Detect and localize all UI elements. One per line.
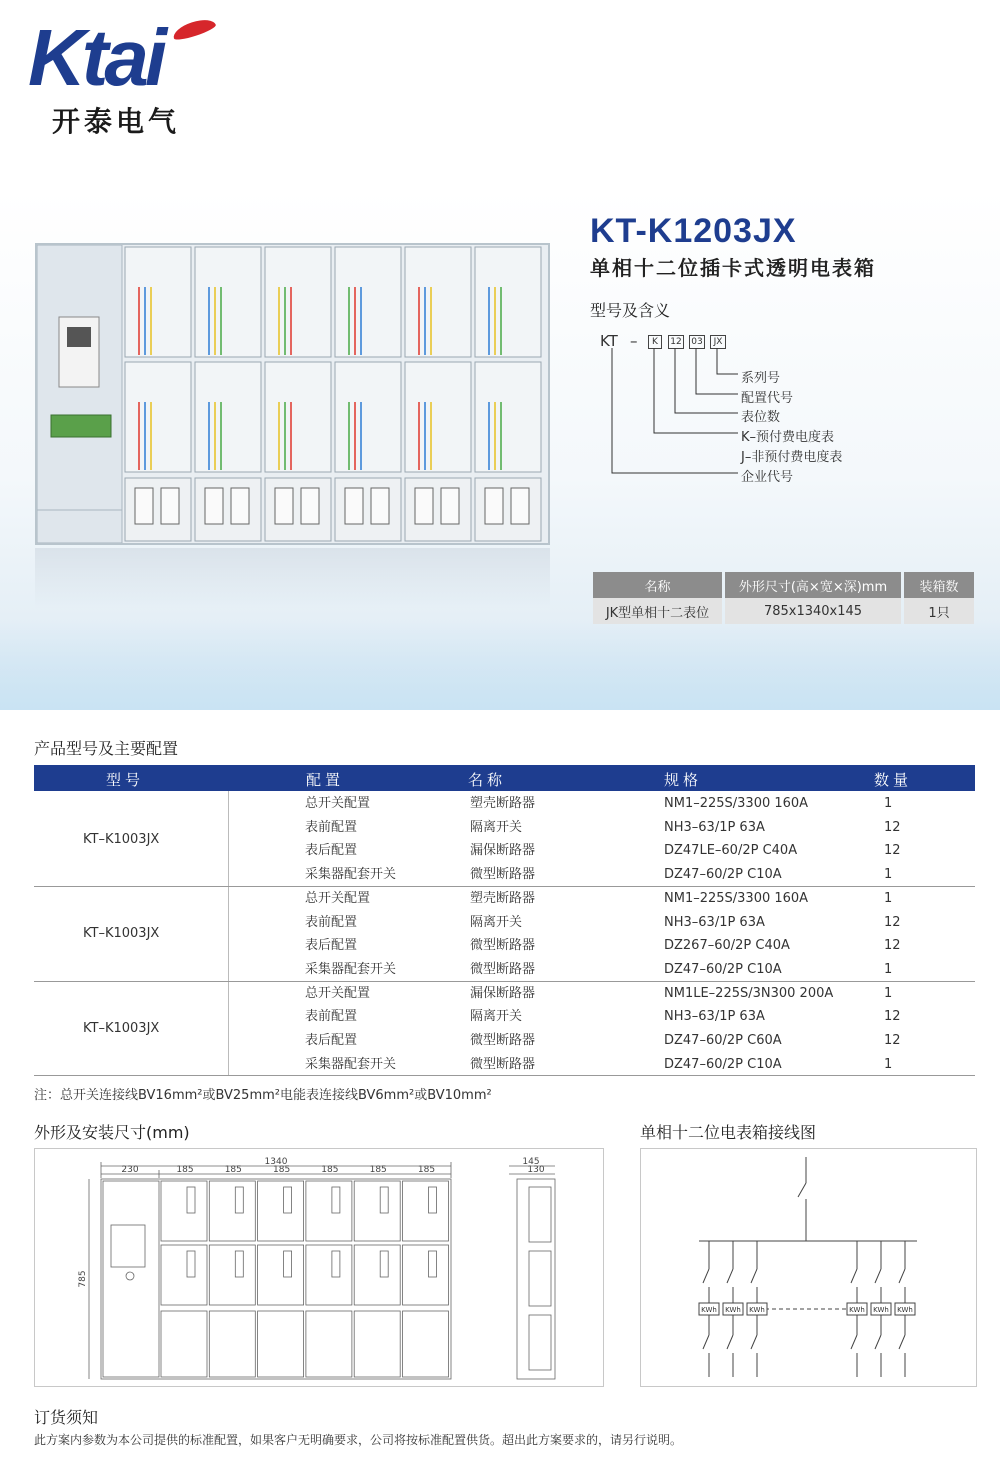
config-cell: 微型断路器 [470, 961, 536, 977]
dim-meter-window [332, 1187, 340, 1213]
col-spec: 规格 [664, 771, 703, 789]
config-cell: 1 [884, 867, 893, 883]
col-model: 型号 [106, 771, 145, 789]
dim-col-width: 185 [321, 1165, 339, 1175]
meter-cell [335, 362, 401, 472]
config-cell: NM1–225S/3300 160A [664, 796, 809, 811]
legend-non-prepaid: J–非预付费电度表 [741, 450, 843, 465]
kwh-label: KWh [725, 1306, 741, 1314]
legend-prepaid: K–预付费电度表 [741, 430, 835, 445]
breaker [511, 488, 529, 524]
code-box: K [648, 335, 662, 349]
config-cell: DZ47–60/2P C10A [664, 961, 782, 977]
code-connector-lines [600, 345, 745, 485]
meter-cell [195, 362, 261, 472]
config-cell: 表后配置 [305, 843, 358, 859]
breaker [301, 488, 319, 524]
config-model: KT–K1003JX [83, 831, 160, 847]
config-cell: 12 [884, 819, 901, 835]
dim-col-width: 185 [224, 1165, 242, 1175]
config-cell: 采集器配套开关 [305, 1056, 397, 1072]
meter-cell [125, 362, 191, 472]
config-cell: DZ47–60/2P C60A [664, 1033, 782, 1048]
kwh-label: KWh [701, 1306, 717, 1314]
legend-positions: 表位数 [741, 410, 781, 425]
config-cell: 隔离开关 [470, 819, 523, 835]
dim-cell [209, 1311, 255, 1377]
breaker [371, 488, 389, 524]
meter-cell [335, 247, 401, 357]
config-cell: 12 [884, 914, 901, 930]
meter-box-illustration [37, 245, 548, 543]
order-text: 此方案内参数为本公司提供的标准配置，如果客户无明确要求，公司将按标准配置供货。超出此方案要求的，请另行说明。 [34, 1433, 683, 1447]
config-cell: 12 [884, 843, 901, 859]
spec-header: 外形尺寸(高×宽×深)mm [725, 572, 901, 598]
config-cell: 12 [884, 938, 901, 954]
dim-col-width: 185 [369, 1165, 387, 1175]
dim-cell [403, 1181, 449, 1241]
meter-cell [125, 247, 191, 357]
config-cell: 12 [884, 1033, 901, 1048]
config-cell: 总开关配置 [305, 985, 371, 1001]
dim-meter-window [235, 1251, 243, 1277]
meter-cell [195, 247, 261, 357]
dim-depth-total: 145 [522, 1157, 540, 1167]
config-cell: 1 [884, 1056, 893, 1072]
dimensions-heading: 外形及安装尺寸(mm) [34, 1123, 190, 1142]
config-cell: NM1–225S/3300 160A [664, 890, 809, 906]
config-cell: 1 [884, 985, 893, 1001]
dim-cell [161, 1311, 207, 1377]
col-config: 配置 [306, 771, 345, 789]
config-cell: NH3–63/1P 63A [664, 819, 765, 835]
breaker [275, 488, 293, 524]
dim-cell [403, 1245, 449, 1305]
config-cell: 微型断路器 [470, 867, 536, 883]
kwh-label: KWh [749, 1306, 765, 1314]
dim-cell [258, 1181, 304, 1241]
dim-depth-inner: 130 [527, 1165, 545, 1175]
breaker [441, 488, 459, 524]
code-box: 12 [668, 335, 684, 349]
config-cell: 漏保断路器 [470, 985, 536, 1001]
meter-cell [405, 247, 471, 357]
config-cell: NH3–63/1P 63A [664, 1009, 765, 1025]
legend-series: 系列号 [741, 371, 781, 386]
wiring-diagram [640, 1148, 977, 1387]
dimension-drawing [34, 1148, 604, 1387]
config-model: KT–K1003JX [83, 926, 160, 942]
config-cell: NH3–63/1P 63A [664, 914, 765, 930]
legend-company: 企业代号 [741, 470, 794, 485]
product-image [35, 243, 550, 545]
brand-name: 开泰电气 [52, 105, 181, 138]
config-cell: 表后配置 [305, 1033, 358, 1048]
dim-cell [306, 1311, 352, 1377]
breaker [135, 488, 153, 524]
meter-cell [265, 247, 331, 357]
config-cell: 微型断路器 [470, 1033, 536, 1048]
dim-meter-window [235, 1187, 243, 1213]
config-cell: 1 [884, 961, 893, 977]
config-table-header [34, 765, 975, 791]
dim-col-width: 185 [273, 1165, 291, 1175]
code-prefix: KT [600, 332, 618, 350]
dim-meter-window [380, 1251, 388, 1277]
dim-cell [354, 1245, 400, 1305]
breaker [205, 488, 223, 524]
code-box: 03 [689, 335, 705, 349]
spec-header: 名称 [593, 572, 722, 598]
meter-cell [405, 362, 471, 472]
order-heading: 订货须知 [34, 1408, 99, 1427]
dim-meter-window [187, 1187, 195, 1213]
config-cell: 总开关配置 [305, 796, 371, 811]
code-box: JX [710, 335, 726, 349]
product-name: 单相十二位插卡式透明电表箱 [590, 256, 876, 280]
config-cell: NM1LE–225S/3N300 200A [664, 985, 834, 1001]
hero-gradient [0, 620, 1000, 710]
code-dash: – [630, 332, 638, 350]
config-heading: 产品型号及主要配置 [34, 739, 179, 758]
config-cell: DZ47–60/2P C10A [664, 867, 782, 883]
dim-cell [354, 1311, 400, 1377]
kwh-label: KWh [897, 1306, 913, 1314]
config-column-divider [228, 791, 229, 1075]
config-cell: 1 [884, 890, 893, 906]
col-name: 名称 [468, 771, 507, 789]
dim-meter-window [332, 1251, 340, 1277]
breaker [485, 488, 503, 524]
config-cell: 漏保断路器 [470, 843, 536, 859]
kwh-label: KWh [849, 1306, 865, 1314]
dim-cell [306, 1245, 352, 1305]
dim-cell [209, 1245, 255, 1305]
dim-cell [258, 1245, 304, 1305]
meter-cell [475, 247, 541, 357]
col-qty: 数量 [874, 771, 913, 789]
config-cell: 采集器配套开关 [305, 867, 397, 883]
dim-cell [306, 1181, 352, 1241]
spec-cell: 785x1340x145 [725, 598, 901, 624]
config-cell: DZ47–60/2P C10A [664, 1056, 782, 1072]
wire-note: 注：总开关连接线BV16mm²或BV25mm²电能表连接线BV6mm²或BV10mm² [34, 1088, 492, 1103]
product-reflection [35, 548, 550, 608]
config-cell: 隔离开关 [470, 1009, 523, 1025]
config-cell: 微型断路器 [470, 938, 536, 954]
brand-logo: Ktai [28, 13, 164, 102]
wiring-svg [641, 1149, 976, 1386]
dim-total-width: 1340 [264, 1157, 288, 1167]
meter-cell [265, 362, 331, 472]
config-cell: 12 [884, 1009, 901, 1025]
model-meaning-heading: 型号及含义 [590, 301, 671, 320]
dim-cell [161, 1181, 207, 1241]
dim-cell [403, 1311, 449, 1377]
config-cell: 微型断路器 [470, 1056, 536, 1072]
config-cell: DZ47LE–60/2P C40A [664, 843, 798, 859]
dim-col-width: 185 [176, 1165, 194, 1175]
dim-height: 785 [78, 1270, 88, 1288]
spec-header: 装箱数 [904, 572, 974, 598]
dim-meter-window [284, 1251, 292, 1277]
kwh-label: KWh [873, 1306, 889, 1314]
dim-col-width: 185 [417, 1165, 436, 1175]
dim-meter-window [380, 1187, 388, 1213]
dim-cell [209, 1181, 255, 1241]
config-cell: 塑壳断路器 [470, 796, 536, 811]
config-cell: 表后配置 [305, 938, 358, 954]
config-cell: 采集器配套开关 [305, 961, 397, 977]
dim-meter-window [284, 1187, 292, 1213]
config-cell: DZ267–60/2P C40A [664, 938, 790, 954]
legend-config: 配置代号 [741, 391, 794, 406]
config-model: KT–K1003JX [83, 1021, 160, 1037]
dim-left-width: 230 [121, 1165, 139, 1175]
dim-meter-window [187, 1251, 195, 1277]
dim-cell [354, 1181, 400, 1241]
breaker [415, 488, 433, 524]
breaker [345, 488, 363, 524]
spec-cell: 1只 [904, 598, 974, 624]
product-model: KT-K1203JX [590, 212, 797, 250]
logo-accent-mark [171, 16, 217, 43]
config-cell: 隔离开关 [470, 914, 523, 930]
dim-cell [161, 1245, 207, 1305]
breaker [161, 488, 179, 524]
dim-cell [258, 1311, 304, 1377]
config-cell: 1 [884, 796, 893, 811]
wiring-heading: 单相十二位电表箱接线图 [640, 1123, 817, 1142]
config-cell: 表前配置 [305, 1009, 358, 1025]
dim-meter-window [429, 1251, 437, 1277]
config-cell: 表前配置 [305, 914, 358, 930]
spec-table [590, 572, 977, 624]
meter-cell [475, 362, 541, 472]
config-cell: 表前配置 [305, 819, 358, 835]
config-cell: 总开关配置 [305, 890, 371, 906]
spec-cell: JK型单相十二表位 [593, 598, 722, 624]
dimension-svg [35, 1149, 603, 1386]
breaker [231, 488, 249, 524]
config-group-divider [34, 1075, 975, 1076]
config-cell: 塑壳断路器 [470, 890, 536, 906]
dim-meter-window [429, 1187, 437, 1213]
